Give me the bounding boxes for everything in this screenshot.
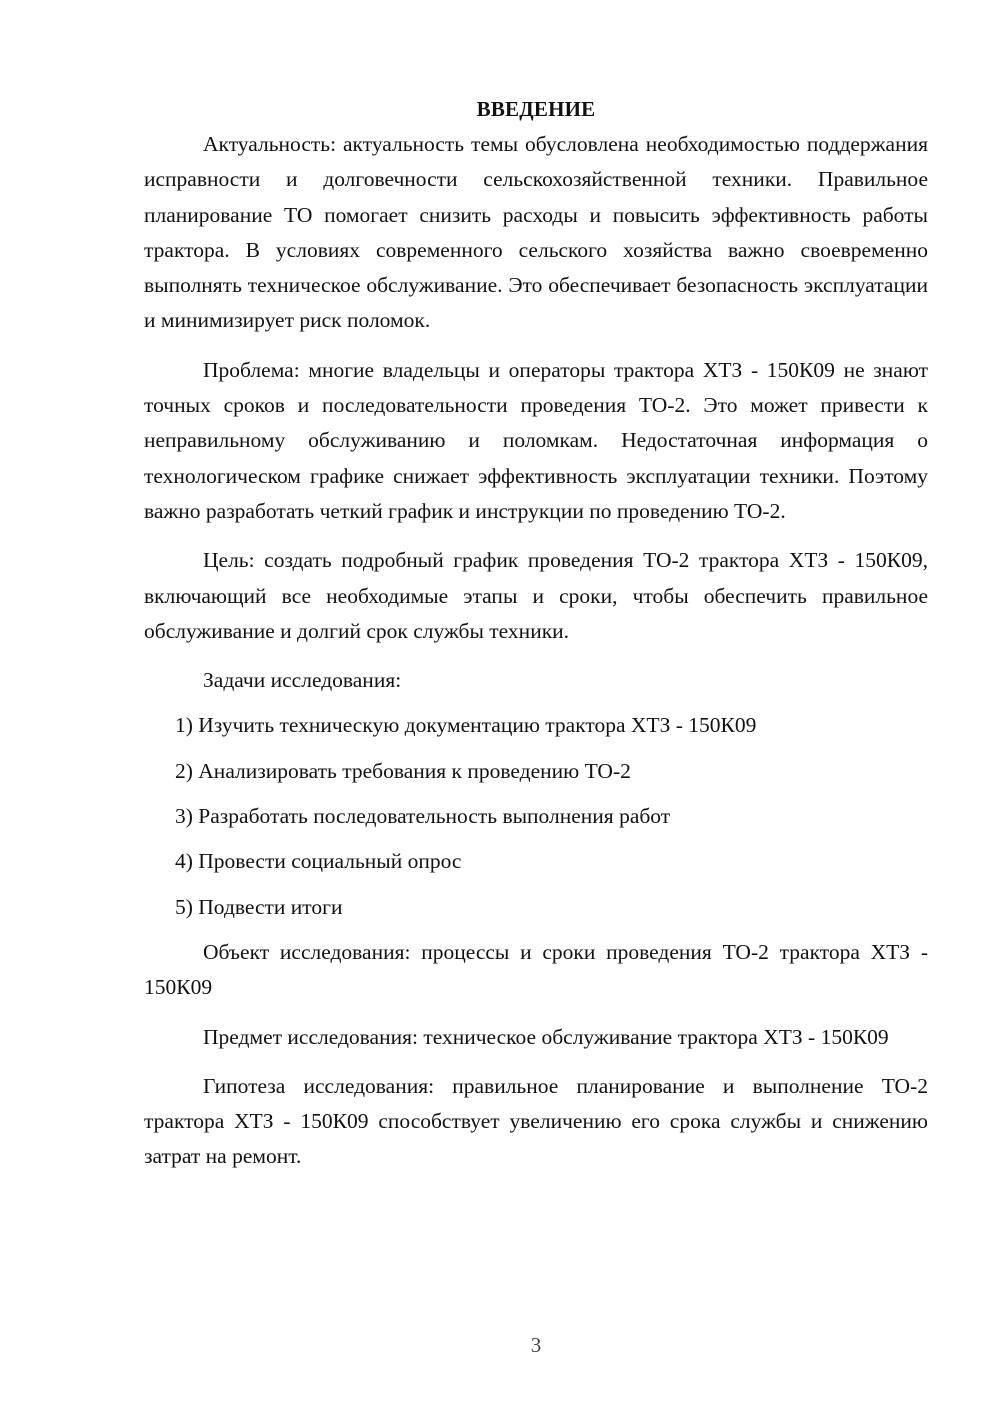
task-item: 2) Анализировать требования к проведению ТО-2 [175,758,631,783]
task-item: 3) Разработать последовательность выполнения работ [175,804,671,829]
task-item: 4) Провести социальный опрос [175,849,462,874]
paragraph-hypothesis: Гипотеза исследования: правильное планирование и выполнение ТО-2 трактора ХТЗ - 150К09 способствует увеличению его срока службы и снижению затрат на ремонт. [144,1073,928,1169]
tasks-heading: Задачи исследования: [203,668,402,693]
paragraph-object: Объект исследования: процессы и сроки проведения ТО-2 трактора ХТЗ - 150К09 [144,939,928,1000]
task-item: 5) Подвести итоги [175,894,343,919]
task-item: 1) Изучить техническую документацию трактора ХТЗ - 150К09 [175,713,757,738]
page-title: ВВЕДЕНИЕ [476,97,596,121]
paragraph-subject: Предмет исследования: техническое обслуживание трактора ХТЗ - 150К09 [203,1024,889,1049]
task-list [144,708,928,924]
page-content [144,92,928,1189]
paragraph-relevance: Актуальность: актуальность темы обусловлена необходимостью поддержания исправности и долговечности сельскохозяйственной техники. Правильное планирование ТО помогает снизить расходы и повысить эффективность работы трактора. В условиях современного сельского хозяйства важно своевременно выполнять техническое обслуживание. Это обеспечивает безопасность эксплуатации и минимизирует риск поломок. [144,132,928,333]
page-number: 3 [530,1333,542,1357]
paragraph-goal: Цель: создать подробный график проведения ТО-2 трактора ХТЗ - 150К09, включающий все необходимые этапы и сроки, чтобы обеспечить правильное обслуживание и долгий срок службы техники. [144,548,928,643]
paragraph-problem: Проблема: многие владельцы и операторы трактора ХТЗ - 150К09 не знают точных сроков и последовательности проведения ТО-2. Это может привести к неправильному обслуживанию и поломкам. Недостаточная информация о технологическом графике снижает эффективность эксплуатации техники. Поэтому важно разработать четкий график и инструкции по проведению ТО-2. [144,357,928,523]
